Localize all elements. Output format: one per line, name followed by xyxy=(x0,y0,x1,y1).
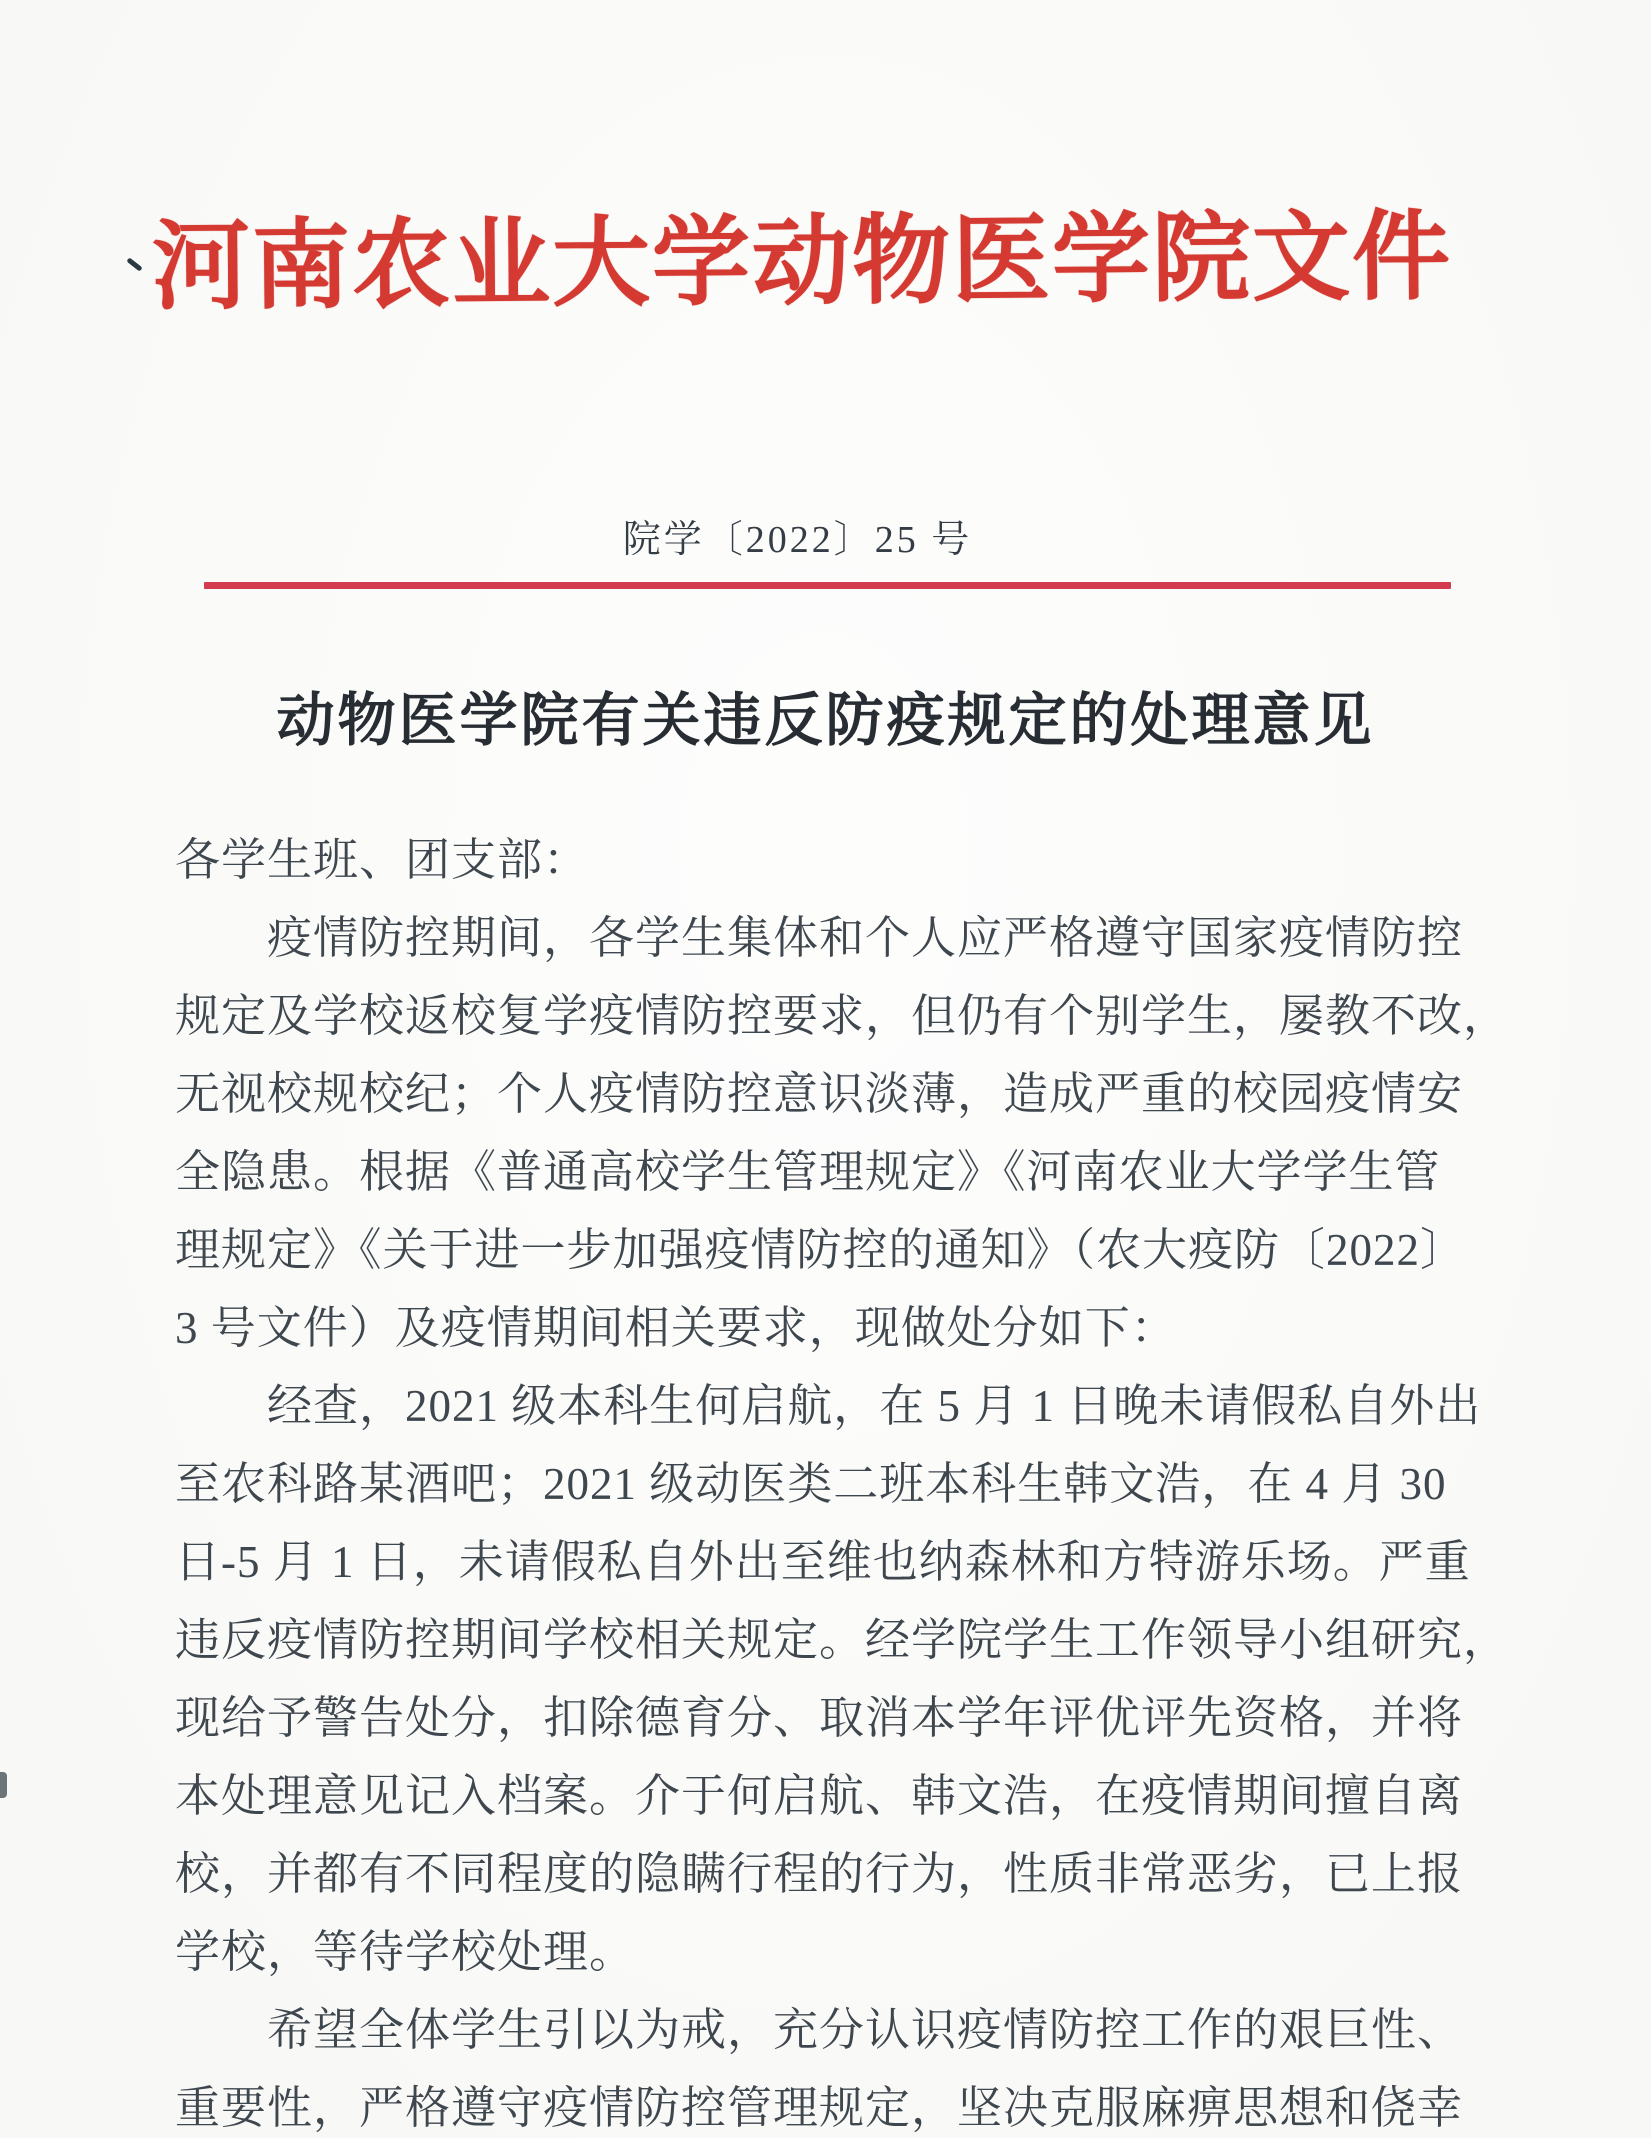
body-line: 现给予警告处分，扣除德育分、取消本学年评优评先资格，并将 xyxy=(175,1693,1464,1743)
body-line: 希望全体学生引以为戒，充分认识疫情防控工作的艰巨性、 xyxy=(267,2005,1464,2055)
document-title: 动物医学院有关违反防疫规定的处理意见 xyxy=(276,688,1375,753)
body-line: 各学生班、团支部： xyxy=(175,835,590,885)
body-line: 重要性，严格遵守疫情防控管理规定，坚决克服麻痹思想和侥幸 xyxy=(175,2083,1464,2133)
document-body xyxy=(175,821,1511,2138)
body-line: 本处理意见记入档案。介于何启航、韩文浩，在疫情期间擅自离 xyxy=(175,1771,1464,1821)
body-line: 至农科路某酒吧；2021 级动医类二班本科生韩文浩，在 4 月 30 xyxy=(175,1459,1447,1509)
scan-edge-speck xyxy=(0,1772,7,1798)
body-line: 疫情防控期间，各学生集体和个人应严格遵守国家疫情防控 xyxy=(267,913,1464,963)
body-line: 3 号文件）及疫情期间相关要求，现做处分如下： xyxy=(175,1303,1177,1353)
body-line: 规定及学校返校复学疫情防控要求，但仍有个别学生，屡教不改， xyxy=(175,991,1510,1041)
letterhead-title: 河南农业大学动物医学院文件 xyxy=(151,204,1453,323)
red-divider-rule xyxy=(204,582,1451,589)
body-line: 经查，2021 级本科生何启航，在 5 月 1 日晚未请假私自外出 xyxy=(267,1381,1482,1431)
body-line: 无视校规校纪；个人疫情防控意识淡薄，造成严重的校园疫情安 xyxy=(175,1069,1464,1119)
body-line: 违反疫情防控期间学校相关规定。经学院学生工作领导小组研究， xyxy=(175,1615,1510,1665)
body-line: 全隐患。根据《普通高校学生管理规定》《河南农业大学学生管 xyxy=(175,1147,1441,1197)
scan-artifact-mark xyxy=(126,257,142,271)
document-number: 院学〔2022〕25 号 xyxy=(622,519,973,561)
body-line: 校，并都有不同程度的隐瞒行程的行为，性质非常恶劣，已上报 xyxy=(175,1849,1464,1899)
body-line: 理规定》《关于进一步加强疫情防控的通知》（农大疫防〔2022〕 xyxy=(175,1225,1467,1275)
body-line: 日-5 月 1 日，未请假私自外出至维也纳森林和方特游乐场。严重 xyxy=(175,1537,1471,1587)
body-line: 学校，等待学校处理。 xyxy=(175,1927,636,1977)
